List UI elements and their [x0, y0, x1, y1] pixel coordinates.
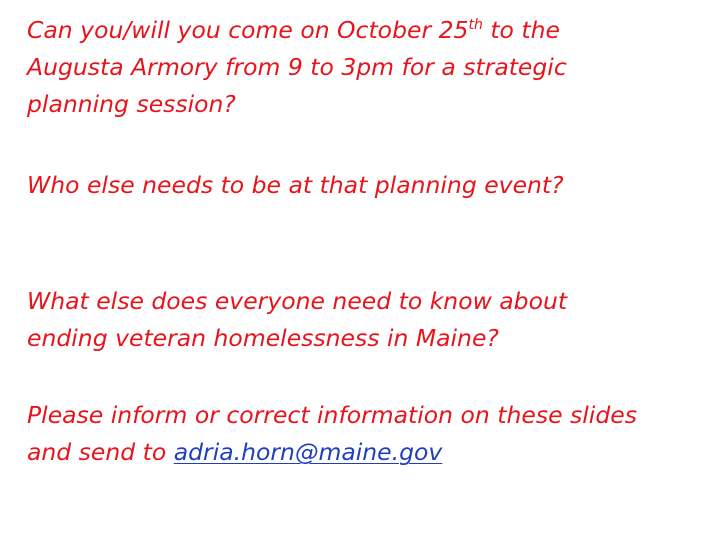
invite-line-3: planning session?	[27, 90, 236, 118]
invite-paragraph	[27, 12, 707, 123]
invite-line-1	[27, 12, 707, 49]
what-line-1: What else does everyone need to know about	[27, 287, 568, 315]
invite-line-1-text: Can you/will you come on October 25	[27, 16, 469, 44]
please-line-1: Please inform or correct information on these slides	[27, 401, 637, 429]
email-link[interactable]: adria.horn@maine.gov	[173, 438, 443, 466]
please-paragraph	[27, 397, 707, 471]
please-line-2	[27, 434, 707, 471]
please-line-2-text: and send to	[27, 438, 174, 466]
ordinal-suffix: th	[468, 17, 483, 33]
who-line-1: Who else needs to be at that planning event?	[27, 171, 564, 199]
what-paragraph	[27, 283, 707, 357]
what-line-2: ending veteran homelessness in Maine?	[27, 324, 499, 352]
invite-line-2: Augusta Armory from 9 to 3pm for a strategic	[27, 53, 567, 81]
who-paragraph	[27, 167, 707, 204]
invite-line-1-tail: to the	[482, 16, 560, 44]
